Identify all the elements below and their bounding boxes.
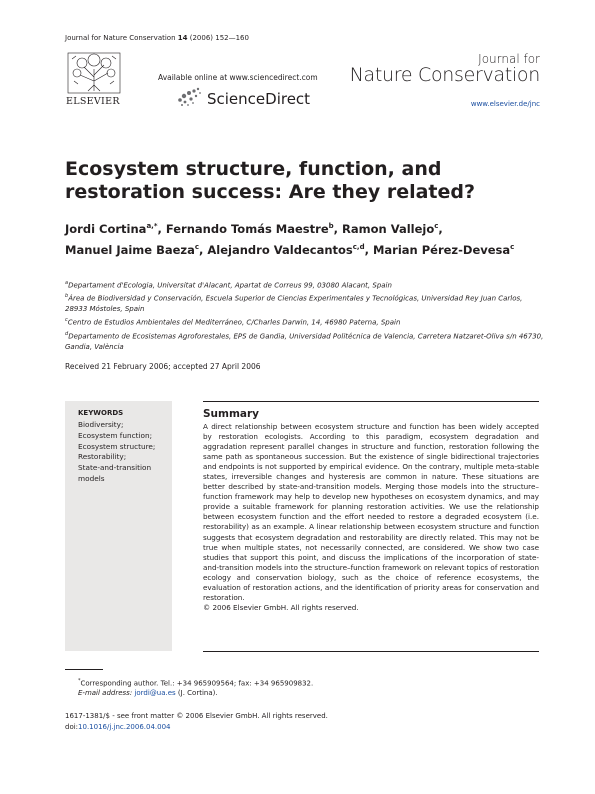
- keyword: Biodiversity;: [78, 420, 124, 429]
- author-list: [65, 217, 545, 259]
- available-online-text: Available online at www.sciencedirect.com: [158, 73, 318, 82]
- summary-bottom-rule: [203, 651, 539, 652]
- keyword: State-and-transition: [78, 463, 152, 473]
- publisher-name: ELSEVIER: [66, 96, 120, 107]
- author: Marian Pérez-Devesa$^c$: [372, 242, 515, 257]
- author: Jordi Cortina$^{a,*}$,: [65, 221, 166, 236]
- keyword: Ecosystem structure;: [78, 441, 156, 451]
- email-note: E-mail address: jordi@ua.es (J. Cortina).: [78, 689, 218, 697]
- summary-top-rule: [203, 401, 539, 402]
- issn-line: 1617-1381/$ - see front matter © 2006 Elsevier GmbH. All rights reserved.: [65, 712, 328, 720]
- received-dates: Received 21 February 2006; accepted 27 April 2006: [65, 362, 261, 371]
- journal-reference: Journal for Nature Conservation 14 (2006) 152—160: [65, 34, 249, 42]
- keyword: Restorability;: [78, 452, 127, 462]
- doi-line: doi:10.1016/j.jnc.2006.04.004: [65, 723, 171, 731]
- keyword: models: [78, 473, 105, 483]
- keyword: Ecosystem function;: [78, 430, 153, 440]
- journal-name-top: Journal for: [478, 52, 540, 66]
- affiliation: $^d$Departamento de Ecosistemas Agroforestales, EPS de Gandia, Universidad Politécnica de Valencia, Carretera Natzaret-Oliva s/n 46730, Gandia, València: [65, 330, 544, 351]
- affiliation: $^b$Área de Biodiversidad y Conservación, Escuela Superior de Ciencias Experimentales y Tecnológicas, Universidad Rey Juan Carlos, 28933 Móstoles, Spain: [65, 293, 523, 314]
- affiliation: $^c$Centro de Estudios Ambientales del Mediterráneo, C/Charles Darwin, 14, 46980 Paterna, Spain: [65, 317, 401, 327]
- article-title: Ecosystem structure, function, and restoration success: Are they related?: [65, 158, 476, 203]
- affiliation-list: [65, 278, 545, 353]
- journal-url-link[interactable]: www.elsevier.de/jnc: [470, 100, 540, 108]
- author: Alejandro Valdecantos$^{c,d}$,: [207, 242, 373, 257]
- doi-link[interactable]: 10.1016/j.jnc.2006.04.004: [78, 723, 171, 731]
- summary-heading: Summary: [203, 408, 260, 420]
- corresponding-author-note: *Corresponding author. Tel.: +34 965909564; fax: +34 965909832.: [78, 678, 314, 688]
- sciencedirect-wordmark: ScienceDirect: [207, 90, 311, 108]
- keywords-list: [78, 420, 172, 485]
- keywords-heading: KEYWORDS: [78, 409, 124, 417]
- author: Manuel Jaime Baeza$^c$,: [65, 242, 208, 257]
- email-link[interactable]: jordi@ua.es: [134, 689, 176, 697]
- affiliation: $^a$Departament d'Ecologia, Universitat d'Alacant, Apartat de Correus 99, 03080 Alacant, Spain: [65, 280, 392, 290]
- footnote-rule: [65, 669, 103, 670]
- author: Ramon Vallejo$^c$,: [342, 221, 443, 236]
- summary-body: [203, 422, 539, 613]
- sciencedirect-logo-icon: [176, 86, 204, 108]
- journal-name-main: Nature Conservation: [349, 64, 540, 86]
- author: Fernando Tomás Maestre$^b$,: [165, 221, 343, 236]
- summary-text: A direct relationship between ecosystem structure and function has been widely accepted by restoration ecologists. According to this paradigm, ecosystem degradation and aggradation represent parallel changes in structure and function, restoration following the same path as spontaneous succession. But the existence of single bidirectional trajectories and endpoints is not supported by empirical evidence. On the contrary, multiple meta-stable states, irreversible changes and hysteresis are common in nature. These situations are better described by state-and-transition models. Merging those models into the structure–function framework may help to develop new hypotheses on ecosystem dynamics, and may provide a suitable framework for planning restoration activities. We use the relationship between ecosystem function and the effort needed to restore a degraded ecosystem (i.e. restorability) as an example. A linear relationship between ecosystem structure and function suggests that ecosystem degradation and restorability are directly related. This may not be true when multiple states, not necessarily connected, are considered. We show two case studies that support this point, and discuss the implications of the incorporation of state-and-transition models into the structure–function framework on relevant topics of restoration ecology and conservation biology, such as the choice of reference ecosystems, the evaluation of restoration actions, and the identification of priority areas for conservation and restoration.: [203, 422, 539, 602]
- summary-copyright: © 2006 Elsevier GmbH. All rights reserved.: [203, 602, 359, 612]
